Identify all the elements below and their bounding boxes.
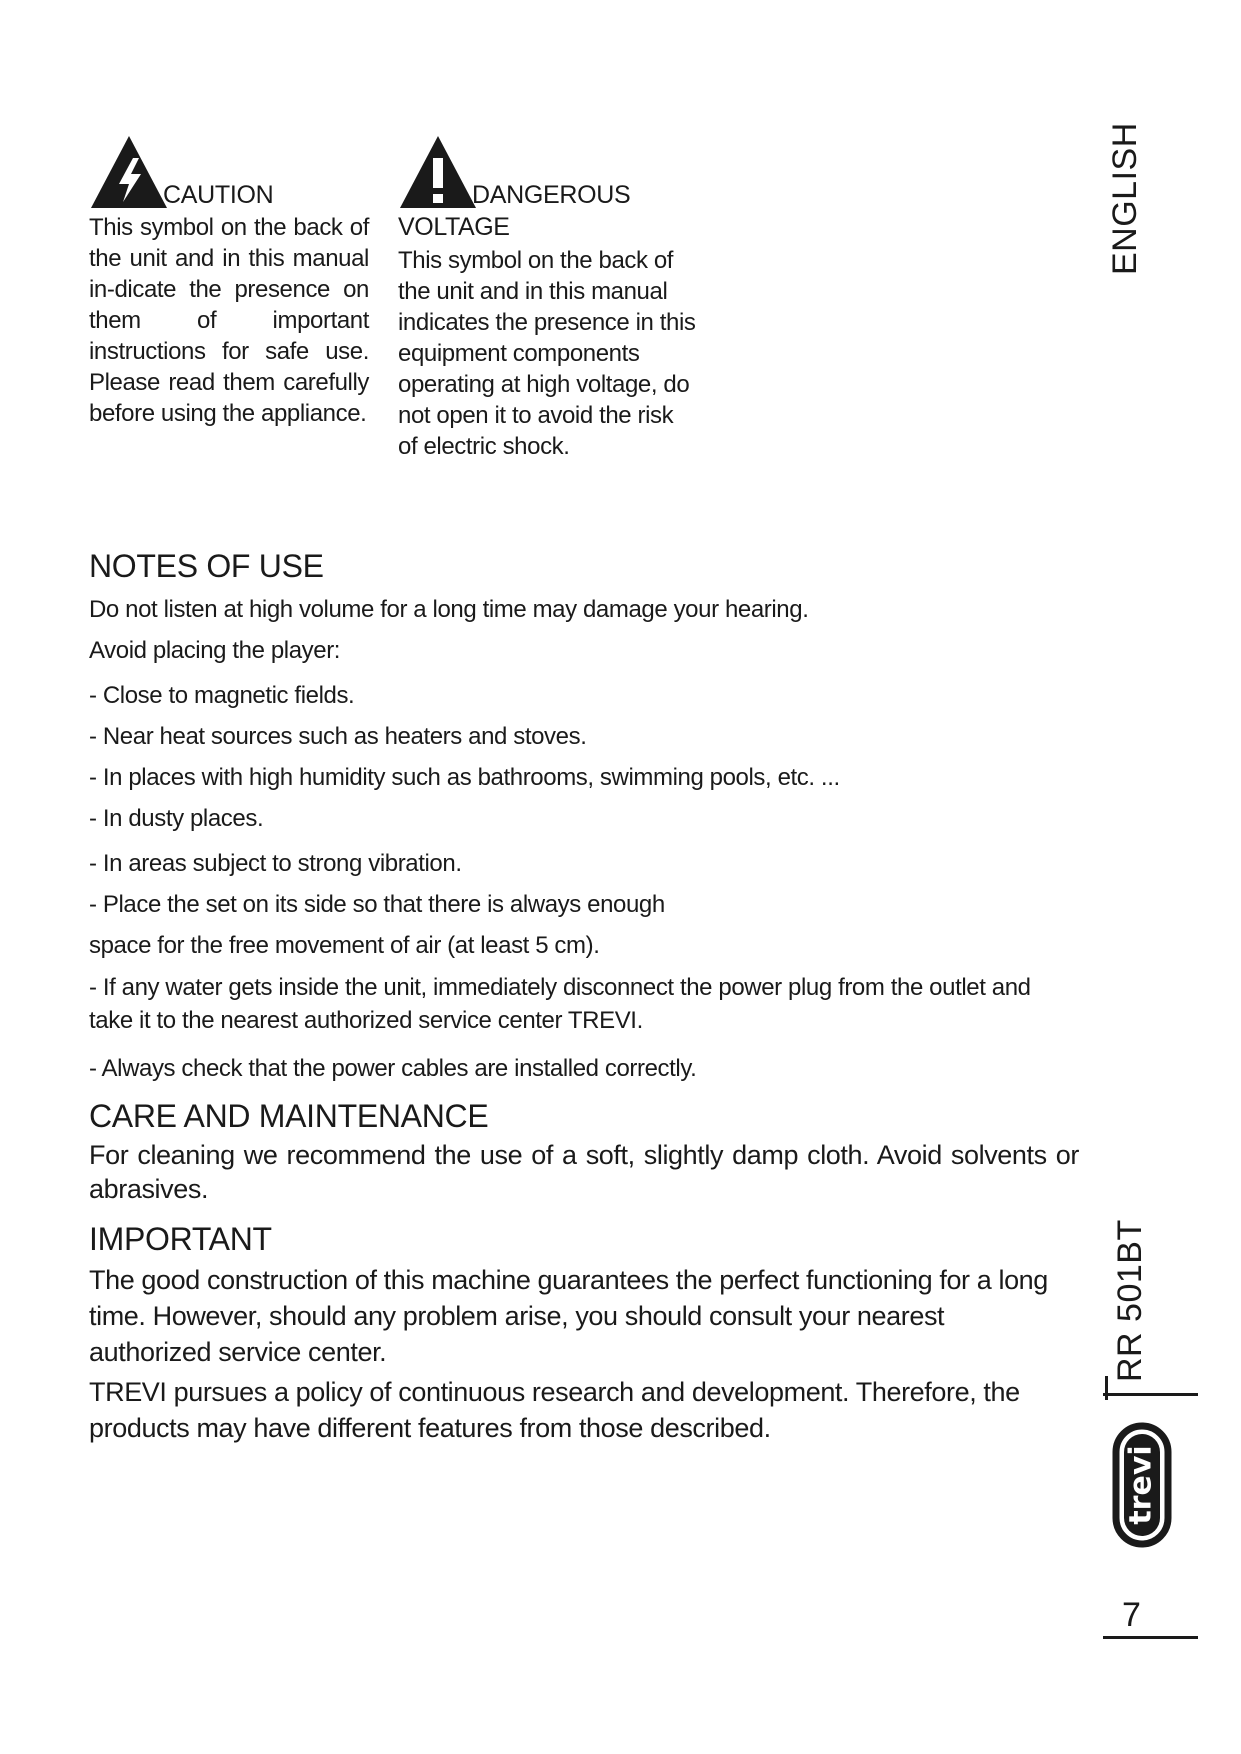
notes-line: Do not listen at high volume for a long time may damage your hearing. — [89, 596, 809, 623]
notes-line: - Place the set on its side so that there is always enough — [89, 891, 665, 918]
notes-line: - Always check that the power cables are installed correctly. — [89, 1055, 697, 1082]
caution-body: This symbol on the back of the unit and in this manual in-dicate the presence on them of important instructions for safe use. Please read them carefully before using the appliance. — [89, 214, 369, 427]
notes-line: Avoid placing the player: — [89, 637, 341, 664]
notes-line: - Close to magnetic fields. — [89, 682, 355, 709]
important-body-2: TREVI pursues a policy of continuous research and development. Therefore, the products may have different features from those described. — [89, 1377, 1020, 1443]
important-title: IMPORTANT — [89, 1221, 272, 1257]
notes-line: space for the free movement of air (at least 5 cm). — [89, 932, 600, 959]
model-label: RR 501BT — [1111, 1219, 1149, 1382]
page-number-rule — [1103, 1636, 1198, 1639]
page-number: 7 — [1122, 1596, 1141, 1634]
notes-line: - In dusty places. — [89, 805, 264, 832]
trevi-logo-icon — [1112, 1422, 1172, 1548]
care-body: For cleaning we recommend the use of a soft, slightly damp cloth. Avoid solvents or abrasives. — [89, 1140, 1079, 1204]
dangerous-header — [398, 132, 698, 210]
notes-title: NOTES OF USE — [89, 548, 324, 584]
care-title: CARE AND MAINTENANCE — [89, 1098, 489, 1134]
dangerous-body: This symbol on the back of the unit and in this manual indicates the presence in this equipment components operating at high voltage, do not open it to avoid the risk of electric shock. — [398, 247, 696, 460]
language-label: ENGLISH — [1106, 122, 1144, 275]
dangerous-voltage-block — [398, 132, 698, 462]
important-body: The good construction of this machine guarantees the perfect functioning for a long time. However, should any problem arise, you should consult your nearest authorized service center. — [89, 1265, 1048, 1367]
notes-line: - In areas subject to strong vibration. — [89, 850, 462, 877]
caution-header — [89, 132, 369, 210]
caution-block — [89, 132, 369, 429]
caution-title: CAUTION — [163, 181, 274, 209]
dangerous-title-line2: VOLTAGE — [398, 213, 510, 241]
lightning-warning-icon — [89, 134, 169, 210]
notes-line: - Near heat sources such as heaters and stoves. — [89, 723, 587, 750]
model-divider — [1105, 1376, 1108, 1400]
notes-line: - If any water gets inside the unit, immediately disconnect the power plug from the outlet and take it to the nearest authorized service center TREVI. — [89, 974, 1031, 1034]
model-rule — [1103, 1393, 1198, 1396]
brand-text: trevi — [1123, 1445, 1159, 1525]
dangerous-title: DANGEROUS — [472, 181, 631, 209]
notes-line: - In places with high humidity such as bathrooms, swimming pools, etc. ... — [89, 764, 840, 791]
exclamation-warning-icon — [398, 134, 478, 210]
